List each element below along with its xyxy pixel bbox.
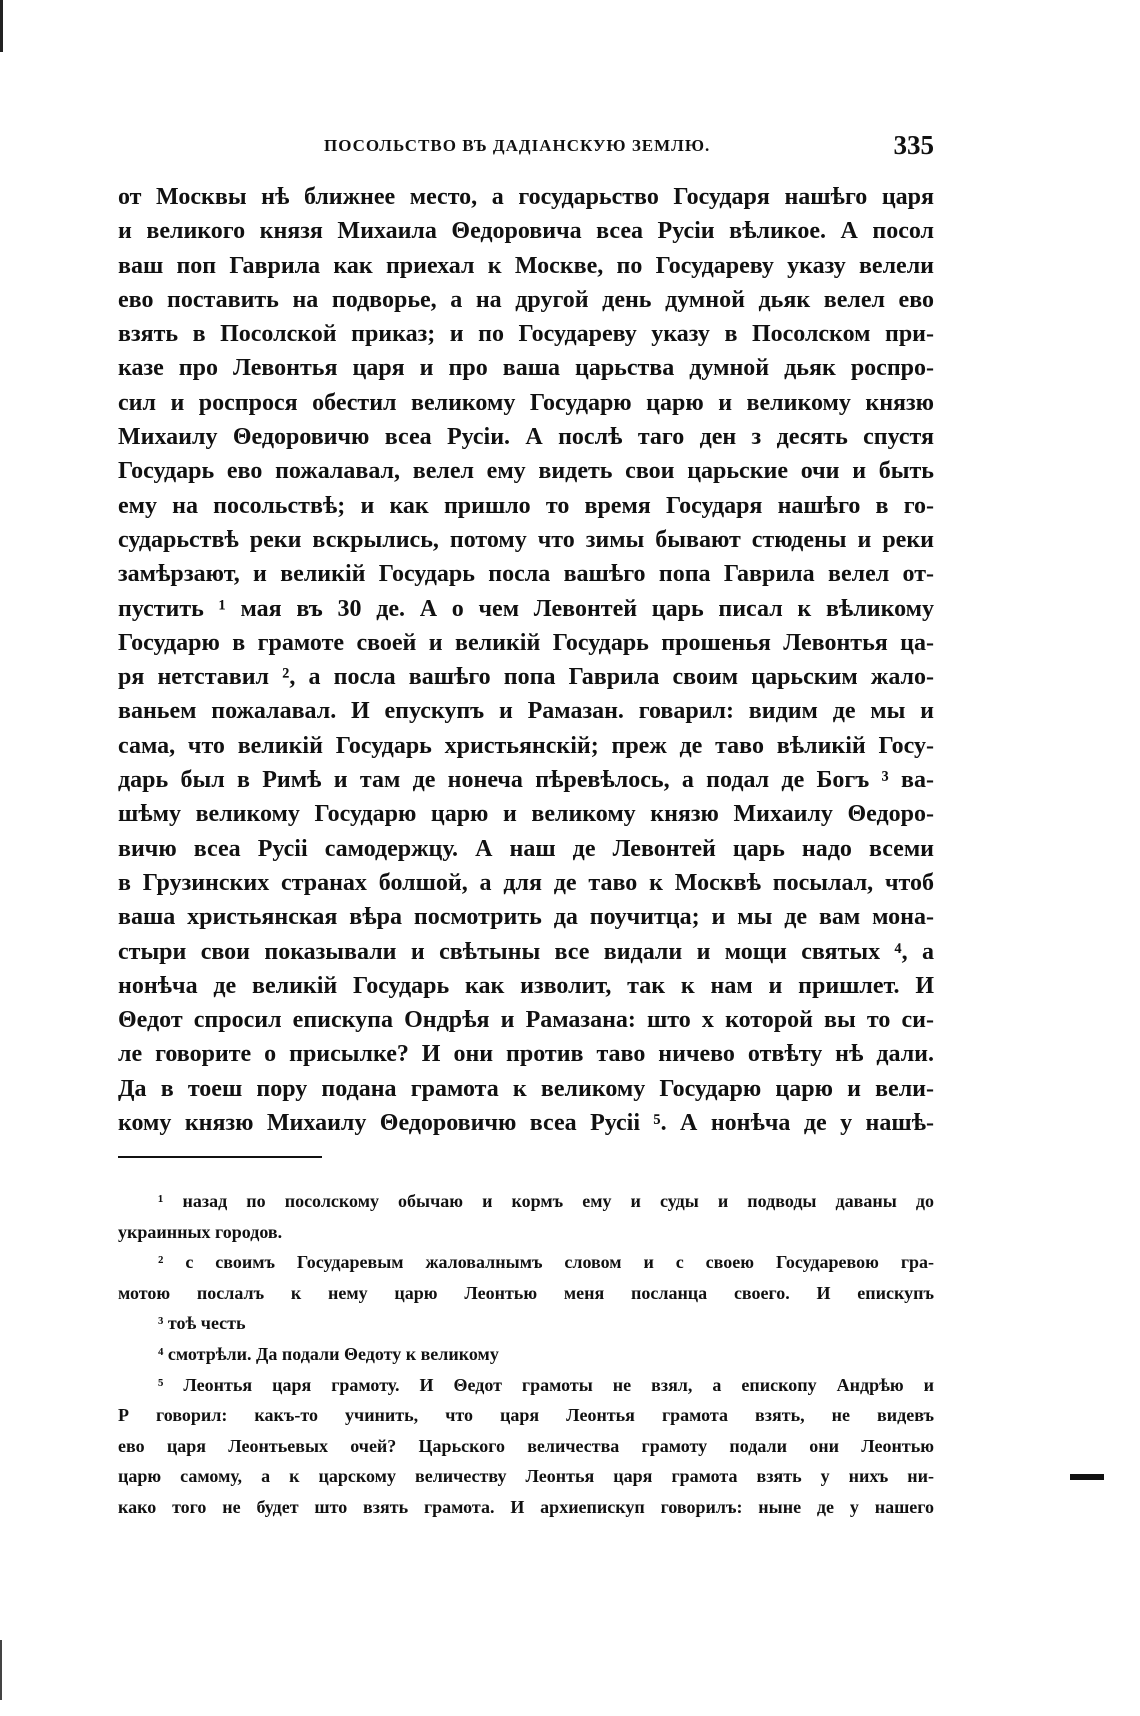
text-line: ря нетставил ², а посла вашѣго попа Гаврила своим царьским жало-	[118, 664, 934, 691]
text-line: ваньем пожалавал. И епускупъ и Рамазан. говарил: видим де мы и	[118, 698, 934, 725]
text-line: нонѣча де великій Государь как изволит, так к нам и пришлет. И	[118, 972, 934, 999]
text-line: сударьствѣ реки вскрылись, потому что зимы бывают стюдены и реки	[118, 526, 934, 553]
text-line: стыри свои показывали и свѣтыны все видали и мощи святых ⁴, а	[118, 938, 934, 965]
footnote-line: ево царя Леонтьевых очей? Царьского величества грамоту подали они Леонтью	[118, 1435, 934, 1456]
footnote-line: царю самому, а к царскому величеству Леонтья царя грамота взять у нихъ ни-	[118, 1466, 934, 1487]
text-line: кому князю Михаилу Θедоровичю всеа Русіі ⁵. А нонѣча де у нашѣ-	[118, 1110, 934, 1137]
footnote-line: ¹ назад по посолскому обычаю и кормъ ему и суды и подводы даваны до	[158, 1191, 934, 1211]
text-line: Михаилу Θедоровичю всеа Русіи. А послѣ таго ден з десять спустя	[118, 424, 934, 451]
footnote-line: ² с своимъ Государевым жаловалнымъ словом и с своею Государевою гра-	[158, 1252, 934, 1273]
text-line: Θедот спросил епискупа Ондрѣя и Рамазана: што х которой вы то си-	[118, 1007, 934, 1034]
text-line: казе про Левонтья царя и про ваша царьства думной дьяк роспро-	[118, 355, 934, 382]
text-line: ле говорите о присылке? И они против таво ничево отвѣту нѣ дали.	[118, 1041, 934, 1068]
text-line: в Грузинских странах болшой, а для де таво к Москвѣ посылал, чтоб	[118, 869, 934, 896]
text-line: пустить ¹ мая въ 30 де. А о чем Левонтей царь писал к вѣликому	[118, 595, 934, 622]
text-line: ево поставить на подворье, а на другой день думной дьяк велел ево	[118, 286, 934, 313]
text-line: замѣрзают, и великій Государь посла вашѣго попа Гаврила велел от-	[118, 561, 934, 588]
footnote-line: мотою послалъ к нему царю Леонтью меня посланца своего. И епискупъ	[118, 1282, 934, 1303]
footnote-divider	[118, 1156, 322, 1158]
text-line: дарь был в Римѣ и там де нонеча пѣревѣлось, а подал де Богъ ³ ва-	[118, 767, 934, 794]
page-number: 335	[893, 130, 934, 160]
footnotes	[118, 1186, 934, 1523]
scan-edge-mark-bottom	[0, 1640, 2, 1700]
footnote-line: ⁴ смотрѣли. Да подали Θедоту к великому	[158, 1343, 499, 1364]
footnote-line: ³ тоѣ честь	[158, 1313, 246, 1334]
footnote-line: ⁵ Леонтья царя грамоту. И Θедот грамоты не взял, а епископу Андрѣю и	[158, 1374, 934, 1395]
text-line: Государю в грамоте своей и великій Государь прошенья Левонтья ца-	[118, 629, 934, 656]
page-header	[118, 130, 934, 164]
text-line: вичю всеа Русіі самодержцу. А наш де Левонтей царь надо всеми	[118, 835, 934, 862]
text-line: сама, что великій Государь христьянскій; преж де таво вѣликій Госу-	[118, 732, 934, 759]
scan-edge-mark	[0, 0, 3, 52]
text-line: Государь ево пожалавал, велел ему видеть свои царьские очи и быть	[118, 458, 934, 485]
text-line: от Москвы нѣ ближнее место, а государьство Государя нашѣго царя	[118, 184, 934, 210]
text-line: взять в Посолской приказ; и по Государеву указу в Посолском при-	[118, 321, 934, 348]
running-head: ПОСОЛЬСТВО ВЪ ДАДІАНСКУЮ ЗЕМЛЮ.	[324, 136, 711, 155]
footnote-line: украинных городов.	[118, 1221, 283, 1242]
text-line: и великого князя Михаила Θедоровича всеа Русіи вѣликое. А посол	[118, 218, 934, 245]
text-line: ему на посольствѣ; и как пришло то время Государя нашѣго в го-	[118, 492, 934, 519]
text-line: Да в тоеш пору подана грамота к великому Государю царю и вели-	[118, 1075, 934, 1102]
text-line: сил и роспрося обестил великому Государю царю и великому князю	[118, 389, 934, 416]
footnote-line: Р говорил: какъ-то учинить, что царя Леонтья грамота взять, не видевъ	[118, 1405, 934, 1426]
footnote-line: како того не будет што взять грамота. И архиепискуп говорилъ: ныне де у нашего	[118, 1496, 934, 1517]
text-line: ваша христьянская вѣра посмотрить да поучитца; и мы де вам мона-	[118, 904, 934, 931]
text-line: шѣму великому Государю царю и великому князю Михаилу Θедоро-	[118, 801, 934, 828]
scan-margin-mark	[1070, 1474, 1104, 1480]
main-text	[118, 180, 934, 1140]
text-line: ваш поп Гаврила как приехал к Москве, по Государеву указу велели	[118, 252, 934, 279]
